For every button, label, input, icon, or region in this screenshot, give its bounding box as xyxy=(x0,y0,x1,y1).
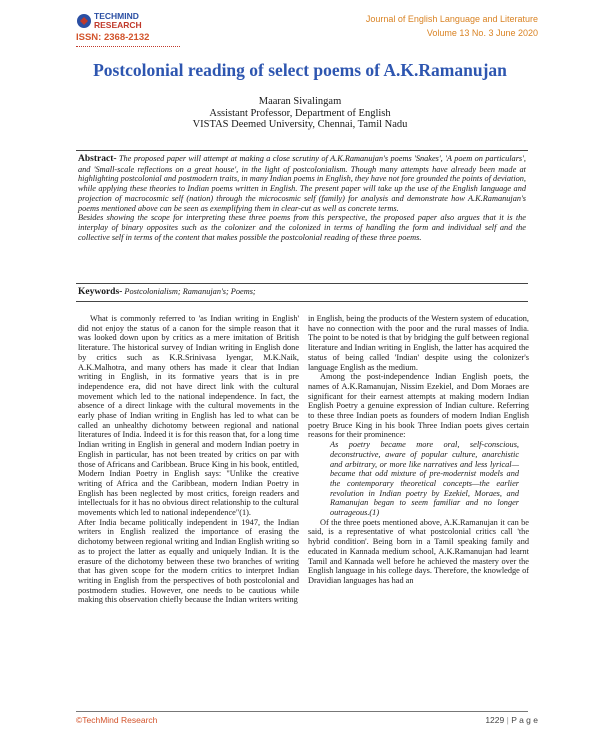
abstract-paragraph-2: Besides showing the scope for interpreting these three poems from this perspective, the proposed paper also argues that it is the interplay of binary opposites such as the colonizer and the colonized in terms of handling the form and individual self and the collective self in terms of the content that makes possible the postcolonial reading of these three poems. xyxy=(78,213,526,242)
body-paragraph: Among the post-independence Indian English poets, the names of A.K.Ramanujan, Nissim Ezekiel, and Dom Moraes are significant for their earnest attempts at making modern Indian English Poetry a genuine expression of Indian culture. Referring to these three Indian poets as founders of modern Indian English poetry Bruce King in his book Three Indian poets gives certain reasons for their prominence: xyxy=(308,372,529,440)
page-word: P a g e xyxy=(511,715,538,725)
body-column-right xyxy=(308,314,529,586)
abstract-paragraph-1: The proposed paper will attempt at making a close scrutiny of A.K.Ramanujan's poems 'Snakes', 'A poem on particulars', and 'Small-scale reflections on a great house', in the light of postcolonialism. Though many attempts have already been made at highlighting postcolonial and postmodern traits, in many Indian poems in English, they have not fore grounded the points of deviation, while applying these theories to Indian poems written in English. The present paper will take up the use of the English language and projection of macrocosmic self (nation) through the microcosmic self (family) for analysis and demonstrate how A.K.Ramanujan's poems mentioned above can be seen as exemplifying them in clear-cut as well as concrete terms. xyxy=(78,154,526,213)
body-paragraph: in English, being the products of the Western system of education, have no connection with the poor and the rural masses of India. The point to be noted is that by bridging the gulf between regional literature and Indian writing in English, the latter has acquired the status of being called 'Indian' despite using the colonizer's language English as the medium. xyxy=(308,314,529,372)
keywords-label: Keywords- xyxy=(78,287,123,297)
footer-page-number xyxy=(485,715,538,725)
body-column-left xyxy=(78,314,299,605)
abstract xyxy=(78,154,526,242)
body-paragraph: After India became politically independent in 1947, the Indian writers in English realized the importance of erasing the dichotomy between regional writing and Indian English writing so as to project the latter as equally and uniquely Indian. It is the erasure of the dichotomy between these two branches of writing that has given scope for the modern critics to interpret Indian writing in English from the perspectives of both postcolonial and postmodern studies. However, one needs to be cautious while making this observation chiefly because the Indian writers writing xyxy=(78,517,299,605)
page-number: 1229 xyxy=(485,715,505,725)
paper-title: Postcolonial reading of select poems of A.K.Ramanujan xyxy=(93,60,507,80)
journal-header xyxy=(366,12,538,40)
journal-logo xyxy=(76,12,186,48)
footer-copyright: ©TechMind Research xyxy=(76,715,158,725)
page-separator: | xyxy=(506,715,509,725)
abstract-label: Abstract- xyxy=(78,154,117,164)
logo-line-2: RESEARCH xyxy=(94,20,142,30)
logo-divider xyxy=(76,46,180,47)
logo-line-1: TECHMIND xyxy=(94,11,139,21)
issn: ISSN: 2368-2132 xyxy=(76,32,150,43)
keywords-text: Postcolonialism; Ramanujan's; Poems; xyxy=(122,287,256,296)
author-position: Assistant Professor, Department of English xyxy=(209,107,391,119)
keywords xyxy=(78,287,256,297)
author-block xyxy=(0,96,600,131)
page-footer xyxy=(76,715,538,725)
abstract-top-rule xyxy=(76,150,528,151)
journal-name: Journal of English Language and Literature xyxy=(365,14,538,24)
body-paragraph: Of the three poets mentioned above, A.K.Ramanujan it can be said, is a representative of what postcolonial critics call 'the hybrid condition'. Being born in a Tamil speaking family and educated in Kannada medium school, A.K.Ramanujan had learnt Tamil and Kannada well before he achieved the mastery over the English language in his college days. Therefore, the knowledge of Dravidian languages has had an xyxy=(308,517,529,585)
logo-wordmark xyxy=(94,12,142,30)
footer-rule xyxy=(76,711,528,712)
keywords-rule xyxy=(76,301,528,302)
author-name: Maaran Sivalingam xyxy=(258,96,342,107)
abstract-bottom-rule xyxy=(76,283,528,284)
block-quote: As poetry became more oral, self-conscious, deconstructive, aware of popular culture, anarchistic and arbitrary, or more like narratives and less lyrical—became that odd mixture of pre-modernist models and the contemporary theoretical concepts—the earlier revolution in Indian poetry by Ezekiel, Moraes, and Ramanujan began to seem familiar and no longer outrageous.(1) xyxy=(330,440,519,518)
techmind-logo-icon xyxy=(76,13,92,29)
journal-volume: Volume 13 No. 3 June 2020 xyxy=(426,28,538,38)
body-paragraph: What is commonly referred to 'as Indian writing in English' did not enjoy the status of a canon for the simple reason that it was looked down upon by critics as a mere imitation of British literature. The historical survey of Indian writing in English done by critics such as K.R.Srinivasa Iyengar, M.K.Naik, A.K.Malhotra, and many others has made it clear that Indian writing in English, in its formative years that is in pre independence era, did not have direct link with the cultural movement which led to the national independence. In fact, the absence of a direct linkage with the cultural movements in the early phase of Indian writing in English has led to what can be called an unhealthy dichotomy between regional and national literatures of India. Indeed it is for this reason that, for a long time Indian writing in English in general and modern Indian poetry in English in particular, has not been treated by critics on par with those of Africans and Caribbean. Bruce King in his book, entitled, Modern Indian Poetry in English says: "Unlike the creative writing of Africa and the Caribbean, modern Indian Poetry in English has been neglected by most critics, foreign readers and intellectuals for it has no obvious direct relationship to the cultural movements which led to national independence"(1). xyxy=(78,314,299,518)
author-affiliation: VISTAS Deemed University, Chennai, Tamil Nadu xyxy=(192,119,408,130)
